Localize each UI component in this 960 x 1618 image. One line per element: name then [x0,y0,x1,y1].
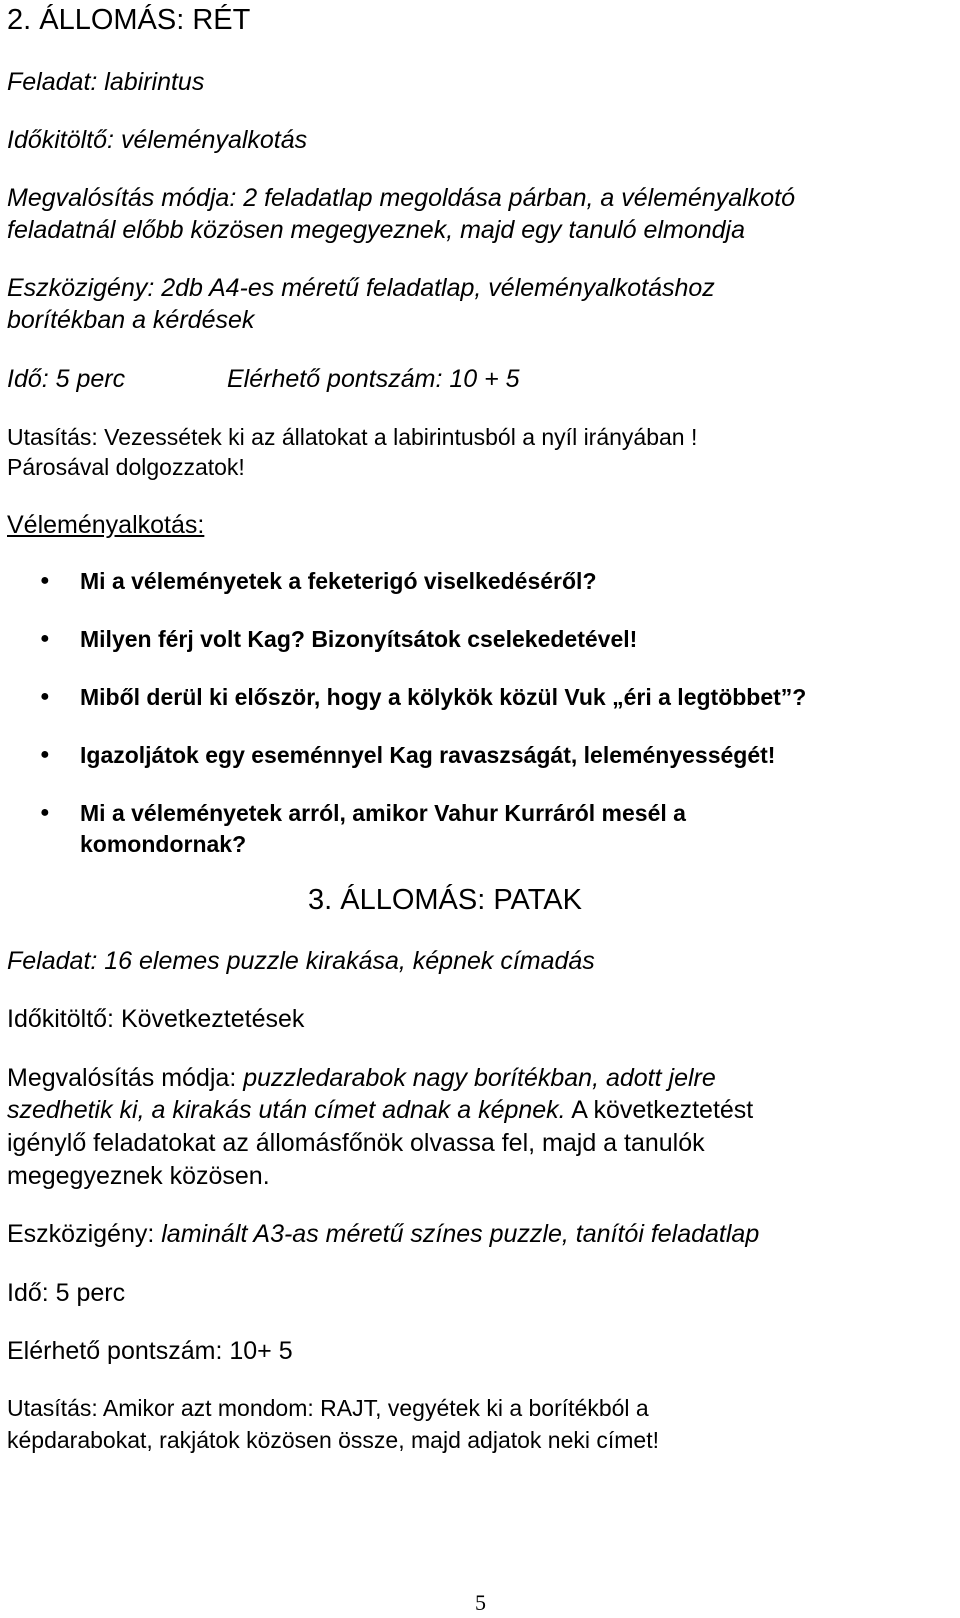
station3-method-line2 [7,1094,753,1126]
station2-tools-line1 [7,272,715,304]
question-3: Miből derül ki először, hogy a kölykök közül Vuk „éri a legtöbbet”? [80,684,807,710]
bullet-icon: ● [40,804,50,821]
station2-method-text1: : 2 feladatlap megoldása párban, a véleményalkotó [229,184,795,212]
station2-tools-line2: borítékban a kérdések [7,306,255,334]
station2-tools-text1: 2db A4-es méretű feladatlap, véleményalkotáshoz [154,274,715,302]
opinion-heading: Véleményalkotás: [7,511,205,539]
station3-instruction-line1: Utasítás: Amikor azt mondom: RAJT, vegyétek ki a borítékból a [7,1395,649,1421]
station2-method-label: Megvalósítás módja [7,184,230,212]
bullet-icon: ● [40,688,50,705]
station3-instruction-line2: képdarabokat, rakjátok közösen össze, majd adjatok neki címet! [7,1427,660,1453]
station2-instruction-line2: Párosával dolgozzatok! [7,454,245,480]
station3-method-text2: szedhetik ki, a kirakás után címet adnak a képnek. [7,1096,566,1124]
station3-filler-label: Időkitöltő: [7,1005,115,1033]
question-1: Mi a véleményetek a feketerigó viselkedéséről? [80,568,597,594]
page-number: 5 [475,1590,486,1615]
station2-heading: 2. ÁLLOMÁS: RÉT [7,4,251,36]
station3-method-text2b: A következtetést [565,1096,754,1124]
bullet-icon: ● [40,572,50,589]
station3-points: Elérhető pontszám: 10+ 5 [7,1337,293,1365]
question-5: Mi a véleményetek arról, amikor Vahur Kurráról mesél a [80,800,686,826]
station2-method-line1 [7,182,795,214]
station3-task: Feladat: 16 elemes puzzle kirakása, képnek címadás [7,947,595,975]
station3-method-line4: megegyeznek közösen. [7,1162,270,1190]
station3-tools-value: laminált A3-as méretű színes puzzle, tanítói feladatlap [154,1220,760,1248]
station3-method-line3: igénylő feladatokat az állomásfőnök olvassa fel, majd a tanulók [7,1129,705,1157]
station3-time: Idő: 5 perc [7,1279,126,1307]
station3-tools-label: Eszközigény: [7,1220,155,1248]
station3-filler [7,1003,304,1035]
station3-heading: 3. ÁLLOMÁS: PATAK [308,884,582,916]
station3-method-text1: puzzledarabok nagy borítékban, adott jelre [236,1064,716,1092]
station2-method-line2: feladatnál előbb közösen megegyeznek, majd egy tanuló elmondja [7,216,745,244]
station3-method-line1 [7,1062,716,1094]
station3-filler-value: Következtetések [114,1005,305,1033]
station3-method-label: Megvalósítás módja: [7,1064,237,1092]
bullet-icon: ● [40,746,50,763]
question-2: Milyen férj volt Kag? Bizonyítsátok cselekedetével! [80,626,638,652]
station2-tools-label: Eszközigény: [7,274,155,302]
station2-instruction-line1: Utasítás: Vezessétek ki az állatokat a labirintusból a nyíl irányában ! [7,424,698,450]
station3-tools [7,1218,759,1250]
bullet-icon: ● [40,630,50,647]
question-4: Igazoljátok egy eseménnyel Kag ravaszságát, leleményességét! [80,742,776,768]
question-5-continued: komondornak? [80,831,247,857]
station2-points: Elérhető pontszám: 10 + 5 [227,365,520,393]
station2-time: Idő: 5 perc [7,365,126,393]
station2-task: Feladat: labirintus [7,68,205,96]
station2-filler: Időkitöltő: véleményalkotás [7,126,308,154]
